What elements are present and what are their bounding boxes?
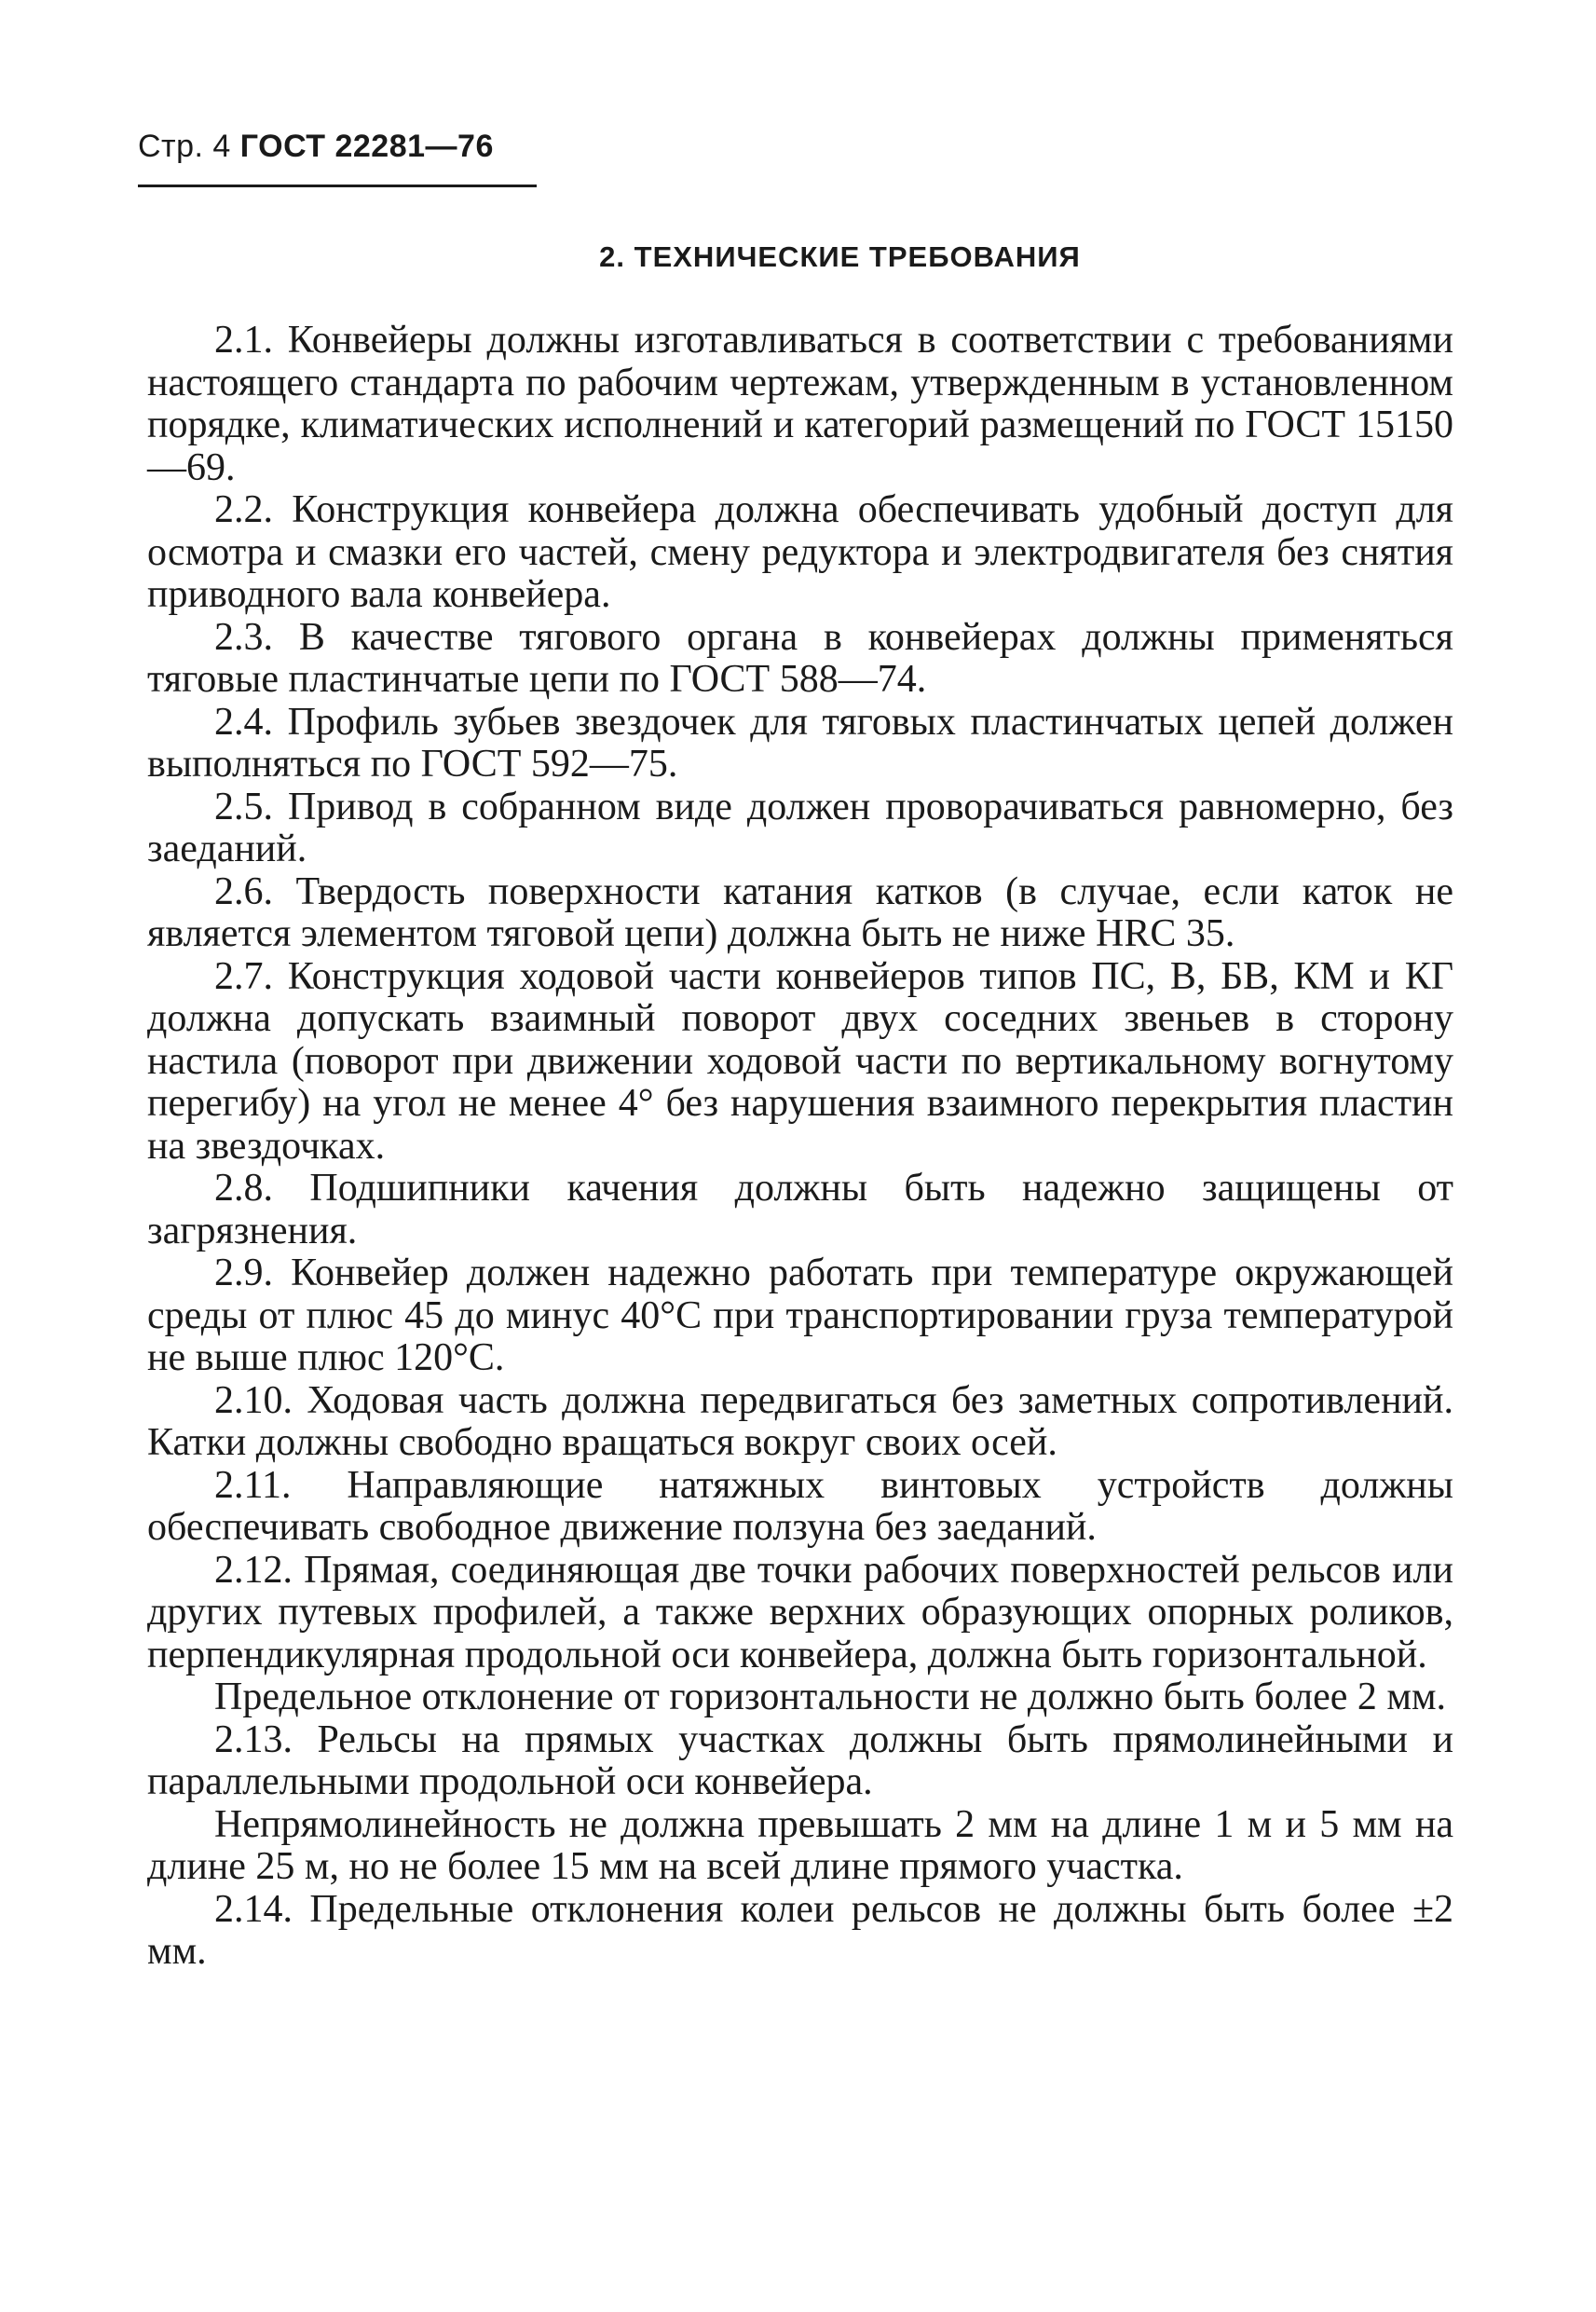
paragraph-2-9: 2.9. Конвейер должен надежно работать при температуре окружающей среды от плюс 45 до минус 40°С при транспортировании груза температурой не выше плюс 120°С. <box>147 1252 1453 1379</box>
paragraph-2-1: 2.1. Конвейеры должны изготавливаться в соответствии с требованиями настоящего стандарта по рабочим чертежам, утвержденным в установленном порядке, климатических исполнений и категорий размещений по ГОСТ 15150—69. <box>147 319 1453 489</box>
paragraph-2-4: 2.4. Профиль зубьев звездочек для тяговых пластинчатых цепей должен выполняться по ГОСТ 592—75. <box>147 700 1453 786</box>
paragraph-2-5: 2.5. Привод в собранном виде должен проворачиваться равномерно, без заеданий. <box>147 785 1453 870</box>
paragraph-2-6: 2.6. Твердость поверхности катания катков (в случае, если каток не является элементом тяговой цепи) должна быть не ниже HRC 35. <box>147 869 1453 955</box>
header-rule <box>138 185 537 187</box>
paragraph-2-11: 2.11. Направляющие натяжных винтовых устройств должны обеспечивать свободное движение ползуна без заеданий. <box>147 1463 1453 1549</box>
page-number-label: Стр. 4 <box>138 129 231 164</box>
paragraph-2-13: 2.13. Рельсы на прямых участках должны быть прямолинейными и параллельными продольной оси конвейера. <box>147 1717 1453 1803</box>
requirements-body <box>147 320 1453 1974</box>
paragraph-2-3: 2.3. В качестве тягового органа в конвейерах должны применяться тяговые пластинчатые цепи по ГОСТ 588—74. <box>147 615 1453 701</box>
paragraph-2-12: 2.12. Прямая, соединяющая две точки рабочих поверхностей рельсов или других путевых профилей, а также верхних образующих опорных роликов, перпендикулярная продольной оси конвейера, должна быть горизонтальной. <box>147 1548 1453 1676</box>
paragraph-2-8: 2.8. Подшипники качения должны быть надежно защищены от загрязнения. <box>147 1167 1453 1252</box>
standard-number: ГОСТ 22281—76 <box>239 129 494 164</box>
paragraph-2-14: 2.14. Предельные отклонения колеи рельсов не должны быть более ±2 мм. <box>147 1887 1453 1973</box>
paragraph-2-10: 2.10. Ходовая часть должна передвигаться без заметных сопротивлений. Катки должны свободно вращаться вокруг своих осей. <box>147 1378 1453 1464</box>
section-title: 2. ТЕХНИЧЕСКИЕ ТРЕБОВАНИЯ <box>599 240 1081 273</box>
paragraph-2-2: 2.2. Конструкция конвейера должна обеспечивать удобный доступ для осмотра и смазки его частей, смену редуктора и электродвигателя без снятия приводного вала конвейера. <box>147 488 1453 616</box>
running-header <box>138 129 494 165</box>
paragraph-2-13-straightness: Непрямолинейность не должна превышать 2 мм на длине 1 м и 5 мм на длине 25 м, но не более 15 мм на всей длине прямого участка. <box>147 1802 1453 1888</box>
paragraph-2-7: 2.7. Конструкция ходовой части конвейеров типов ПС, В, БВ, КМ и КГ должна допускать взаимный поворот двух соседних звеньев в сторону настила (поворот при движении ходовой части по вертикальному вогнутому перегибу) на угол не менее 4° без нарушения взаимного перекрытия пластин на звездочках. <box>147 954 1453 1168</box>
paragraph-2-12-tolerance: Предельное отклонение от горизонтальности не должно быть более 2 мм. <box>214 1676 1447 1718</box>
